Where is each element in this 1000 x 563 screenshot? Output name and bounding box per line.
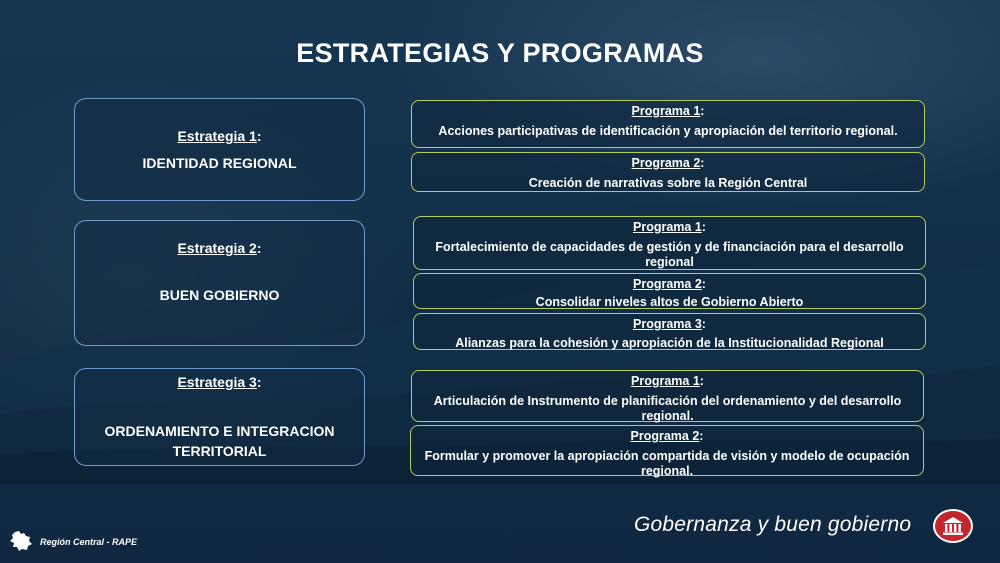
program-text: Acciones participativas de identificación y apropiación del territorio regional.	[438, 124, 898, 138]
strategy-card-1	[74, 98, 365, 201]
strategy-card-2	[74, 220, 365, 346]
program-label: Programa 1:	[631, 374, 704, 388]
tagline: Gobernanza y buen gobierno	[634, 513, 912, 536]
program-text: Fortalecimiento de capacidades de gestión y de financiación para el desarrollo regional	[435, 240, 904, 269]
strategy-label: Estrategia 2:	[177, 240, 262, 256]
program-text: Formular y promover la apropiación compartida de visión y modelo de ocupación regional.	[424, 449, 910, 478]
program-label: Programa 1:	[631, 104, 705, 118]
program-card	[413, 273, 926, 309]
program-text: Alianzas para la cohesión y apropiación de la Institucionalidad Regional	[455, 336, 884, 350]
program-label: Programa 3:	[633, 317, 706, 331]
program-text: Articulación de Instrumento de planificación del ordenamiento y del desarrollo regional.	[433, 394, 902, 423]
region-map-icon	[9, 530, 33, 552]
program-label: Programa 1:	[633, 220, 706, 234]
program-label: Programa 2:	[631, 156, 705, 170]
government-building-icon	[933, 509, 973, 543]
strategy-name: BUEN GOBIERNO	[159, 287, 280, 303]
program-label: Programa 2:	[630, 429, 704, 443]
program-text: Consolidar niveles altos de Gobierno Abierto	[535, 295, 804, 309]
strategy-name: IDENTIDAD REGIONAL	[142, 155, 297, 171]
program-card	[413, 313, 926, 350]
slide-title: ESTRATEGIAS Y PROGRAMAS	[296, 38, 704, 68]
program-text: Creación de narrativas sobre la Región Central	[528, 176, 808, 190]
program-card	[413, 216, 926, 270]
program-card	[410, 425, 924, 476]
program-card	[411, 100, 925, 148]
strategy-card-3	[74, 368, 365, 466]
program-card	[411, 152, 925, 192]
program-label: Programa 2:	[633, 277, 706, 291]
organization-label: Región Central - RAPE	[40, 537, 138, 547]
program-card	[411, 370, 924, 422]
strategy-name: ORDENAMIENTO E INTEGRACION TERRITORIAL	[104, 423, 335, 459]
strategy-label: Estrategia 3:	[177, 374, 262, 390]
strategy-label: Estrategia 1:	[177, 128, 262, 144]
